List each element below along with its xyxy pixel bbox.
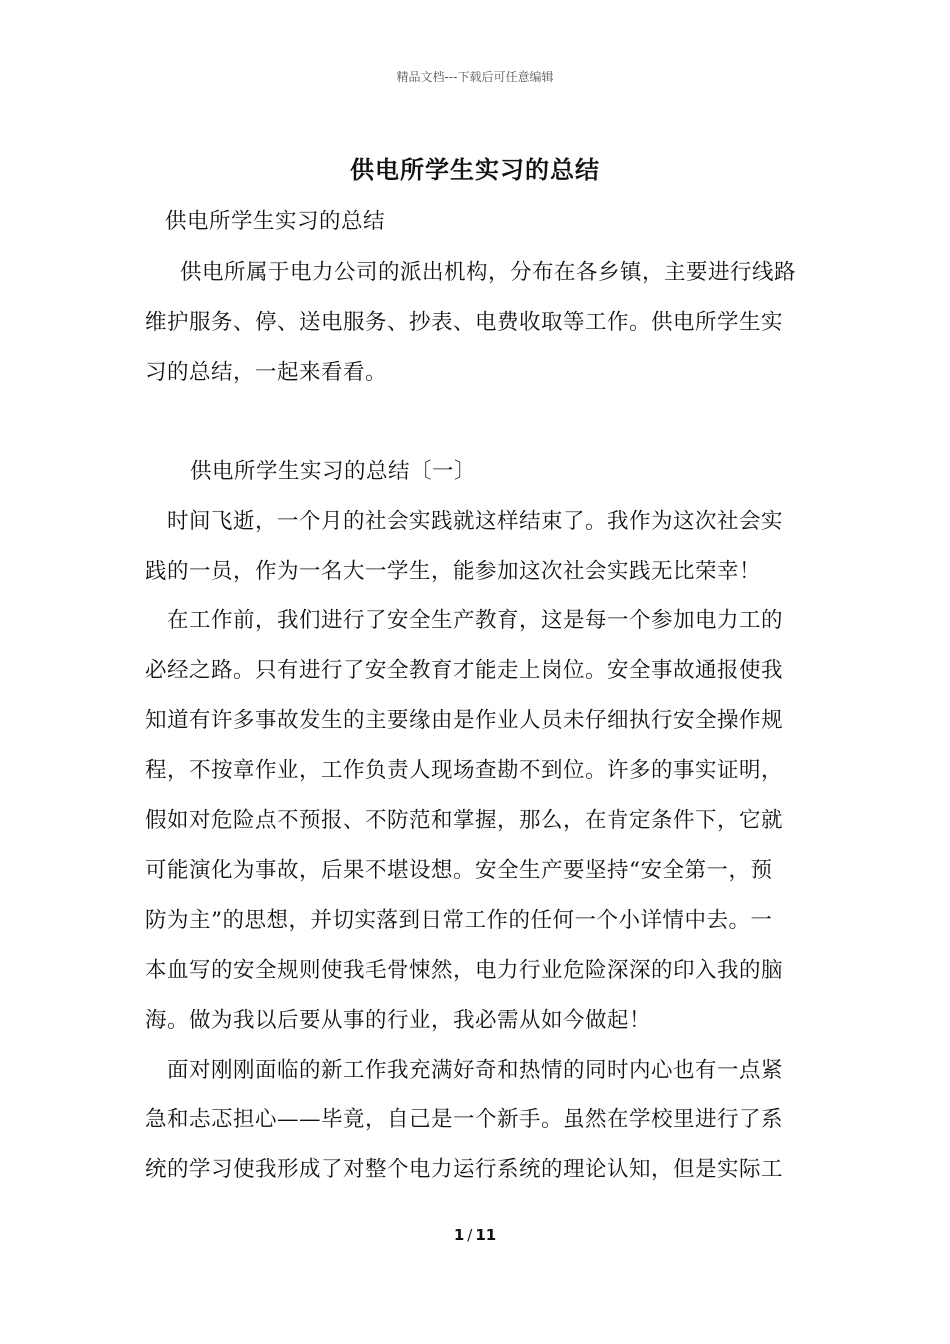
- paragraph-line: 本血写的安全规则使我毛骨悚然，电力行业危险深深的印入我的脑: [145, 958, 784, 983]
- total-pages: 11: [475, 1226, 497, 1244]
- paragraph-line: 时间飞逝，一个月的社会实践就这样结束了。我作为这次社会实: [167, 509, 784, 534]
- page-separator: /: [467, 1226, 473, 1244]
- paragraph-line: 防为主”的思想，并切实落到日常工作的任何一个小详情中去。一: [145, 908, 773, 933]
- paragraph-line: 习的总结，一起来看看。: [145, 360, 388, 385]
- paragraph-line: 供电所属于电力公司的派出机构，分布在各乡镇，主要进行线路: [180, 260, 797, 285]
- paragraph-line: 统的学习使我形成了对整个电力运行系统的理论认知，但是实际工: [145, 1157, 784, 1182]
- paragraph-line: 海。做为我以后要从事的行业，我必需从如今做起！: [145, 1008, 652, 1033]
- header-note: 精品文档---下载后可任意编辑: [396, 70, 554, 84]
- paragraph-line: 可能演化为事故，后果不堪设想。安全生产要坚持“安全第一，预: [145, 858, 773, 883]
- paragraph-line: 在工作前，我们进行了安全生产教育，这是每一个参加电力工的: [167, 608, 784, 633]
- paragraph-line: 急和忐忑担心——毕竟，自己是一个新手。虽然在学校里进行了系: [145, 1107, 784, 1132]
- paragraph-line: 假如对危险点不预报、不防范和掌握，那么，在肯定条件下，它就: [145, 808, 784, 833]
- paragraph-line: 知道有许多事故发生的主要缘由是作业人员未仔细执行安全操作规: [145, 708, 784, 733]
- subtitle-line: 供电所学生实习的总结: [165, 209, 386, 234]
- paragraph-line: 维护服务、停、送电服务、抄表、电费收取等工作。供电所学生实: [145, 310, 784, 335]
- paragraph-line: 程，不按章作业，工作负责人现场查勘不到位。许多的事实证明，: [145, 758, 784, 783]
- document-title: 供电所学生实习的总结: [350, 155, 600, 184]
- paragraph-line: 面对刚刚面临的新工作我充满好奇和热情的同时内心也有一点紧: [167, 1058, 784, 1083]
- paragraph-line: 践的一员，作为一名大一学生，能参加这次社会实践无比荣幸！: [145, 559, 762, 584]
- section-heading: 供电所学生实习的总结〔一〕: [190, 459, 477, 484]
- paragraph-line: 必经之路。只有进行了安全教育才能走上岗位。安全事故通报使我: [145, 658, 784, 683]
- page-indicator: [0, 1226, 950, 1244]
- current-page-number: 1: [453, 1226, 465, 1244]
